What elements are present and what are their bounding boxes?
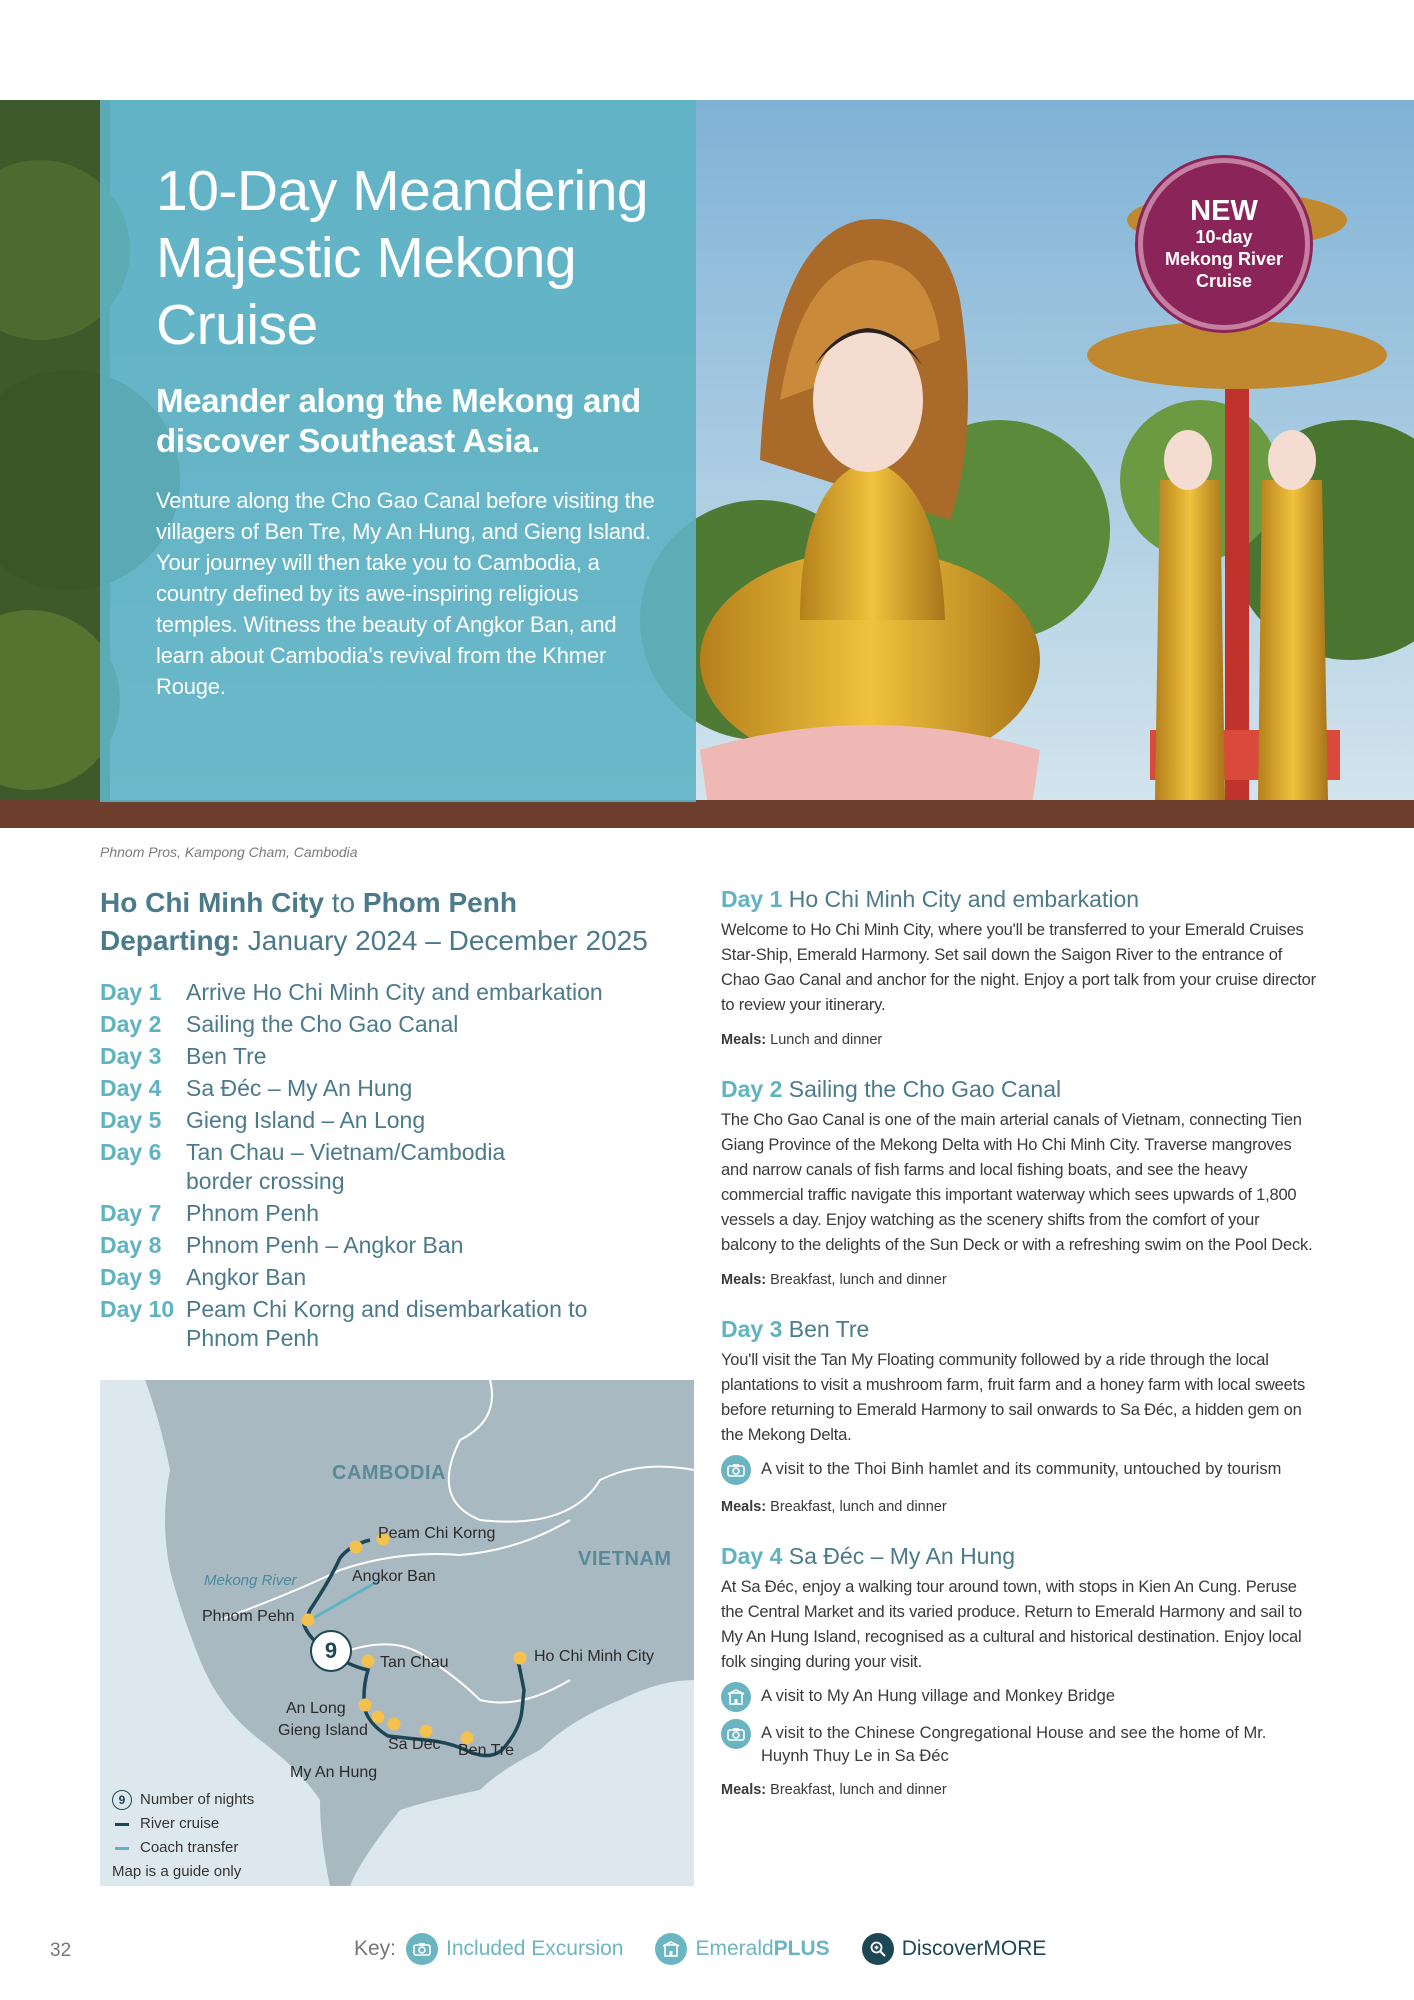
itinerary-item <box>100 1042 700 1071</box>
meals <box>721 1782 1316 1798</box>
route-to: Phom Penh <box>362 887 517 918</box>
day-heading <box>721 884 1316 914</box>
place-label: Gieng Island <box>278 1722 368 1739</box>
key-plus-label: PLUS <box>773 1937 830 1960</box>
excursion-text: A visit to the Thoi Binh hamlet and its community, untouched by tourism <box>761 1460 1282 1478</box>
itinerary-item <box>100 1231 700 1260</box>
place-label: Peam Chi Korng <box>378 1525 496 1542</box>
emeraldplus-excursion <box>721 1685 1316 1712</box>
meals-label: Meals: <box>721 1499 767 1515</box>
day-body: You'll visit the Tan My Floating community followed by a ride through the local plantations to visit a mushroom farm, fruit farm and a honey farm with local sweets before returning to Emerald Harmony to sail onwards to Sa Đéc, a hidden gem on the Mekong Delta. <box>721 1351 1306 1444</box>
itinerary-day: Day 1 <box>100 979 162 1005</box>
meals-value: Breakfast, lunch and dinner <box>770 1782 947 1798</box>
excursion-text: A visit to the Chinese Congregational House and see the home of Mr. Huynh Thuy Le in Sa Đéc <box>761 1724 1267 1765</box>
meals-value: Lunch and dinner <box>770 1032 883 1048</box>
itinerary-desc: Gieng Island – An Long <box>186 1107 426 1133</box>
itinerary-day: Day 10 <box>100 1296 175 1322</box>
legend-coach-swatch <box>115 1847 129 1850</box>
itinerary-desc: Ben Tre <box>186 1043 267 1069</box>
legend-river-swatch <box>115 1823 129 1826</box>
itinerary-day: Day 7 <box>100 1200 162 1226</box>
legend-river <box>112 1812 254 1836</box>
itinerary-day: Day 3 <box>100 1043 162 1069</box>
excursion-text: A visit to My An Hung village and Monkey Bridge <box>761 1687 1116 1705</box>
camera-icon <box>721 1455 751 1485</box>
key-included <box>406 1933 623 1965</box>
itinerary-desc: Arrive Ho Chi Minh City and embarkation <box>186 979 603 1005</box>
itinerary-item <box>100 1263 700 1292</box>
hero-intro: Venture along the Cho Gao Canal before visiting the villagers of Ben Tre, My An Hung, and Gieng Island. Your journey will then take you to Cambodia, a country defined by its awe-inspiring religious temples. Witness the beauty of Angkor Ban, and learn about Cambodia's revival from the Khmer Rouge. <box>156 488 655 699</box>
legend-coach-label: Coach transfer <box>140 1839 239 1856</box>
stop-dot <box>302 1614 315 1627</box>
new-cruise-badge <box>1138 158 1310 330</box>
route-from: Ho Chi Minh City <box>100 887 324 918</box>
itinerary-item <box>100 1106 700 1135</box>
itinerary-desc: Phnom Penh <box>186 1200 319 1226</box>
day-title: Sailing the Cho Gao Canal <box>788 1076 1062 1102</box>
itinerary-desc: Peam Chi Korng and disembarkation to Phnom Penh <box>186 1296 588 1351</box>
itinerary-day: Day 8 <box>100 1232 162 1258</box>
day-details <box>721 884 1316 1824</box>
itinerary-day: Day 4 <box>100 1075 162 1101</box>
day-title: Ben Tre <box>788 1316 870 1342</box>
key-discovermore <box>862 1933 1047 1965</box>
legend-nights-label: Number of nights <box>140 1791 255 1808</box>
day-heading <box>721 1314 1316 1344</box>
meals-value: Breakfast, lunch and dinner <box>770 1499 947 1515</box>
place-label: Angkor Ban <box>352 1568 436 1585</box>
meals-label: Meals: <box>721 1032 767 1048</box>
stop-dot <box>362 1655 375 1668</box>
meals <box>721 1499 1316 1515</box>
meals <box>721 1272 1316 1288</box>
building-icon <box>655 1933 687 1965</box>
legend-coach <box>112 1836 254 1860</box>
key-legend <box>354 1933 1078 1965</box>
page-title: 10-Day Meandering Majestic Mekong Cruise <box>156 159 649 357</box>
itinerary-desc: Sa Đéc – My An Hung <box>186 1075 413 1101</box>
day-number: Day 4 <box>721 1543 783 1569</box>
itinerary-item <box>100 1138 700 1196</box>
key-discover-label: DiscoverMORE <box>901 1937 1047 1960</box>
day-number: Day 1 <box>721 886 783 912</box>
camera-icon <box>721 1719 751 1749</box>
badge-text: 10-day Mekong River Cruise <box>1164 227 1284 291</box>
itinerary-item <box>100 1010 700 1039</box>
day-section <box>721 1541 1316 1798</box>
day-body: At Sa Đéc, enjoy a walking tour around town, with stops in Kien An Cung. Peruse the Central Market and its varied produce. Return to Emerald Harmony and sail to My An Hung Island, recognised as a cultural and historical destination. Enjoy local folk singing during your visit. <box>721 1578 1303 1671</box>
itinerary-day: Day 6 <box>100 1139 162 1165</box>
day-section <box>721 884 1316 1048</box>
camera-icon <box>406 1933 438 1965</box>
nights-badge: 9 <box>310 1630 352 1672</box>
day-section <box>721 1314 1316 1515</box>
stop-dot <box>350 1541 363 1554</box>
route-summary <box>100 884 700 960</box>
legend-guide: Map is a guide only <box>112 1863 242 1880</box>
river-label: Mekong River <box>204 1572 297 1589</box>
day-number: Day 3 <box>721 1316 783 1342</box>
itinerary-item <box>100 1199 700 1228</box>
building-icon <box>721 1682 751 1712</box>
day-heading <box>721 1074 1316 1104</box>
hero-text-panel <box>100 100 696 802</box>
day-title: Ho Chi Minh City and embarkation <box>788 886 1140 912</box>
itinerary-item <box>100 1074 700 1103</box>
place-label: Sa Dec <box>388 1736 441 1753</box>
key-emeraldplus <box>655 1933 829 1965</box>
legend-nights-circle: 9 <box>112 1790 132 1810</box>
included-excursion <box>721 1722 1316 1768</box>
meals <box>721 1032 1316 1048</box>
place-label: My An Hung <box>290 1764 378 1781</box>
itinerary-day: Day 5 <box>100 1107 162 1133</box>
day-section <box>721 1074 1316 1288</box>
place-label: Phnom Pehn <box>202 1608 295 1625</box>
day-heading <box>721 1541 1316 1571</box>
page-number: 32 <box>50 1940 72 1961</box>
stop-dot <box>514 1652 527 1665</box>
place-label: Tan Chau <box>380 1654 449 1671</box>
itinerary-desc: Tan Chau – Vietnam/Cambodia border crossing <box>186 1139 506 1194</box>
hero-subtitle: Meander along the Mekong and discover Southeast Asia. <box>156 382 641 459</box>
badge-new-label: NEW <box>1190 195 1258 227</box>
day-title: Sa Đéc – My An Hung <box>788 1543 1016 1569</box>
meals-label: Meals: <box>721 1272 767 1288</box>
magnifier-icon <box>862 1933 894 1965</box>
route-to-word: to <box>331 887 356 918</box>
departing-label: Departing: <box>100 925 240 956</box>
place-label: Ben Tre <box>458 1742 515 1759</box>
hero-section <box>0 100 1414 828</box>
itinerary-list <box>100 978 700 1356</box>
key-included-label: Included Excursion <box>446 1937 624 1960</box>
itinerary-desc: Sailing the Cho Gao Canal <box>186 1011 459 1037</box>
key-label: Key: <box>354 1937 397 1960</box>
country-label-vietnam: VIETNAM <box>578 1548 672 1570</box>
key-emerald-label: Emerald <box>695 1937 774 1960</box>
legend-nights <box>112 1788 254 1812</box>
place-label: Ho Chi Minh City <box>534 1648 655 1665</box>
stop-dot <box>359 1699 372 1712</box>
photo-caption: Phnom Pros, Kampong Cham, Cambodia <box>100 844 358 860</box>
stop-dot <box>388 1718 401 1731</box>
day-number: Day 2 <box>721 1076 783 1102</box>
itinerary-item <box>100 978 700 1007</box>
itinerary-desc: Angkor Ban <box>186 1264 307 1290</box>
map-legend <box>112 1788 254 1884</box>
itinerary-item <box>100 1295 700 1353</box>
place-label: An Long <box>286 1700 346 1717</box>
meals-label: Meals: <box>721 1782 767 1798</box>
legend-river-label: River cruise <box>140 1815 220 1832</box>
day-body: Welcome to Ho Chi Minh City, where you'll be transferred to your Emerald Cruises Star-Ship, Emerald Harmony. Set sail down the Saigon River to the entrance of Chao Gao Canal and anchor for the night. Enjoy a port talk from your cruise director to review your itinerary. <box>721 921 1316 1014</box>
included-excursion <box>721 1458 1316 1485</box>
stop-dot <box>372 1711 385 1724</box>
meals-value: Breakfast, lunch and dinner <box>770 1272 947 1288</box>
itinerary-day: Day 2 <box>100 1011 162 1037</box>
itinerary-desc: Phnom Penh – Angkor Ban <box>186 1232 464 1258</box>
route-map <box>100 1380 694 1886</box>
itinerary-day: Day 9 <box>100 1264 162 1290</box>
departing-value: January 2024 – December 2025 <box>247 925 648 956</box>
country-label-cambodia: CAMBODIA <box>332 1462 446 1484</box>
day-body: The Cho Gao Canal is one of the main arterial canals of Vietnam, connecting Tien Giang Province of the Mekong Delta with Ho Chi Minh City. Traverse mangroves and narrow canals of fish farms and local fishing boats, and see the heavy commercial traffic navigate this important waterway which sees upwards of 1,800 vessels a day. Enjoy watching as the scenery shifts from the comfort of your balcony to the delights of the Sun Deck or with a refreshing swim on the Pool Deck. <box>721 1111 1313 1254</box>
